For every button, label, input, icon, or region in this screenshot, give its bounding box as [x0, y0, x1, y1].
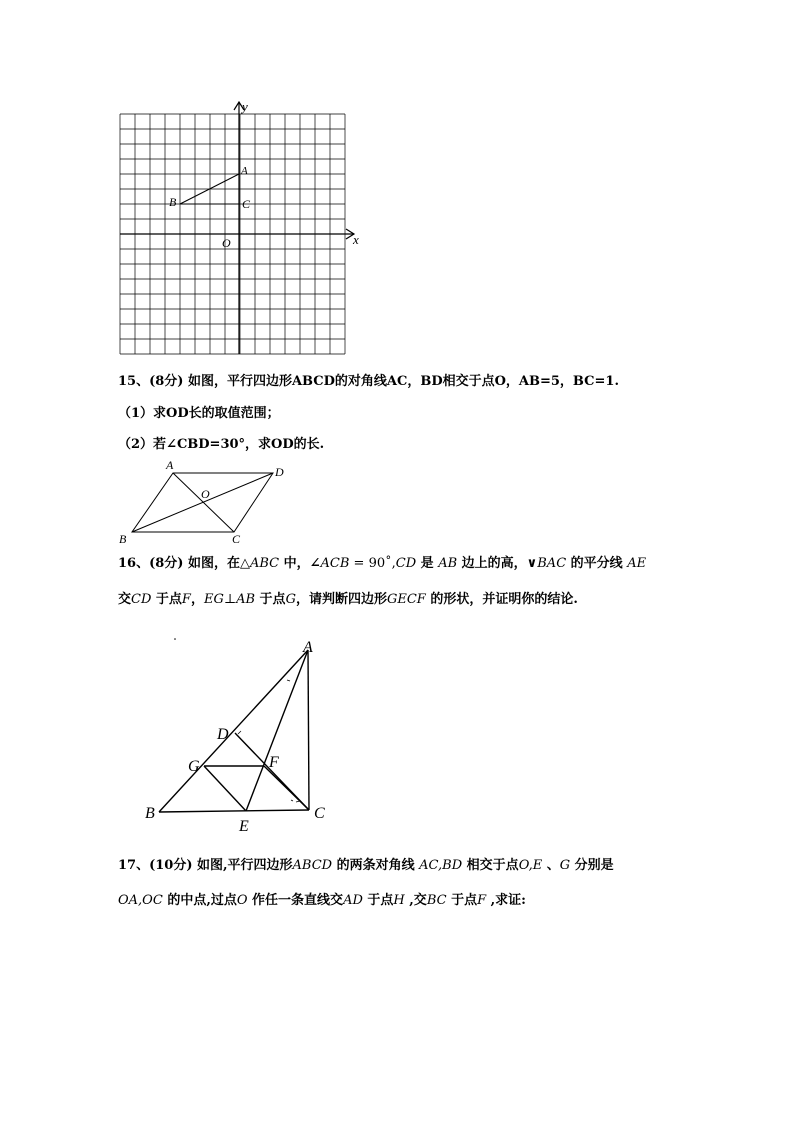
q16-math: CD	[395, 556, 417, 571]
q16-text: 交	[118, 592, 132, 607]
axis-y-label: y	[242, 99, 248, 114]
q16-text: 边上的高，∨	[457, 556, 538, 571]
q16-math: AE	[627, 556, 647, 571]
q16-math: EG	[203, 592, 224, 607]
triangle-figure	[140, 632, 340, 838]
q17-text: 于点	[362, 893, 394, 908]
q17-text: 的两条对角线	[332, 858, 420, 873]
q17-text: 的中点,过点	[162, 893, 237, 908]
q17-text: 17、(10分) 如图,平行四边形	[118, 858, 293, 873]
point-a-label: A	[241, 165, 248, 177]
q16-math: = 90˚,	[349, 556, 396, 571]
q16-math: AB	[236, 592, 256, 607]
coordinate-grid-figure	[110, 98, 370, 360]
q16-text: 于点	[151, 592, 182, 607]
tri-label-g: G	[188, 758, 200, 775]
tri-label-d: D	[217, 726, 229, 743]
q17-math: AD	[343, 893, 363, 908]
q17-math: O	[236, 893, 248, 908]
q16-math: AB	[438, 556, 458, 571]
q16-text: 的平分线	[566, 556, 628, 571]
q17-text: ,求证:	[486, 893, 526, 908]
parallelogram-figure	[112, 456, 302, 548]
para-label-o: O	[201, 487, 210, 501]
q16-line2	[118, 591, 578, 609]
q16-math: GECF	[386, 592, 426, 607]
q16-text: ，请判断四边形	[295, 592, 387, 607]
para-label-c: C	[232, 532, 241, 546]
tri-label-f: F	[269, 754, 279, 771]
q16-text: 16、(8分) 如图，在△	[118, 556, 250, 571]
point-b-label: B	[169, 195, 177, 209]
q17-text: 分别是	[570, 858, 614, 873]
q17-line1	[118, 857, 614, 875]
q15-part1: （1）求OD长的取值范围；	[118, 406, 280, 421]
q16-math: ⊥	[223, 592, 237, 607]
q16-text: ，	[190, 592, 204, 607]
q16-math: F	[181, 592, 191, 607]
q16-text: 的形状，并证明你的结论.	[425, 592, 578, 607]
q17-math: OA,OC	[118, 893, 163, 908]
q16-text: 于点	[255, 592, 286, 607]
point-c-label: C	[242, 197, 251, 211]
q17-math: ABCD	[292, 858, 333, 873]
tri-label-c: C	[314, 805, 325, 822]
q17-text: 相交于点	[462, 858, 519, 873]
q16-text: 中，∠	[279, 556, 321, 571]
q17-math: AC,BD	[419, 858, 463, 873]
q15-part2: （2）若∠CBD=30°，求OD的长.	[118, 437, 325, 452]
q17-text: ,交	[404, 893, 427, 908]
x-axis	[120, 229, 354, 239]
q17-text: 、	[542, 858, 560, 873]
q17-math: H	[393, 893, 405, 908]
q17-math: F	[477, 893, 487, 908]
tri-label-e: E	[239, 818, 249, 835]
q15-stem: 15、(8分) 如图，平行四边形ABCD的对角线AC，BD相交于点O，AB=5，BC=1.	[118, 374, 619, 389]
para-label-b: B	[119, 532, 127, 546]
q16-math: CD	[131, 592, 152, 607]
q16-text: 是	[416, 556, 439, 571]
q17-math: O,E	[518, 858, 543, 873]
tri-label-a: A	[303, 639, 313, 656]
q16-math: G	[285, 592, 296, 607]
origin-label: O	[222, 236, 231, 250]
q17-text: 于点	[446, 893, 478, 908]
q17-math: G	[559, 858, 571, 873]
tri-label-b: B	[145, 805, 155, 822]
q17-text: 作任一条直线交	[247, 893, 344, 908]
axis-x-label: x	[353, 232, 359, 247]
q16-math: ABC	[249, 556, 280, 571]
q17-math: BC	[426, 893, 447, 908]
q16-line1	[118, 555, 646, 573]
para-label-a: A	[166, 458, 174, 472]
y-axis	[234, 102, 244, 354]
q16-math: BAC	[537, 556, 567, 571]
q17-line2	[118, 892, 526, 910]
para-label-d: D	[275, 465, 284, 479]
q16-math: ACB	[320, 556, 350, 571]
